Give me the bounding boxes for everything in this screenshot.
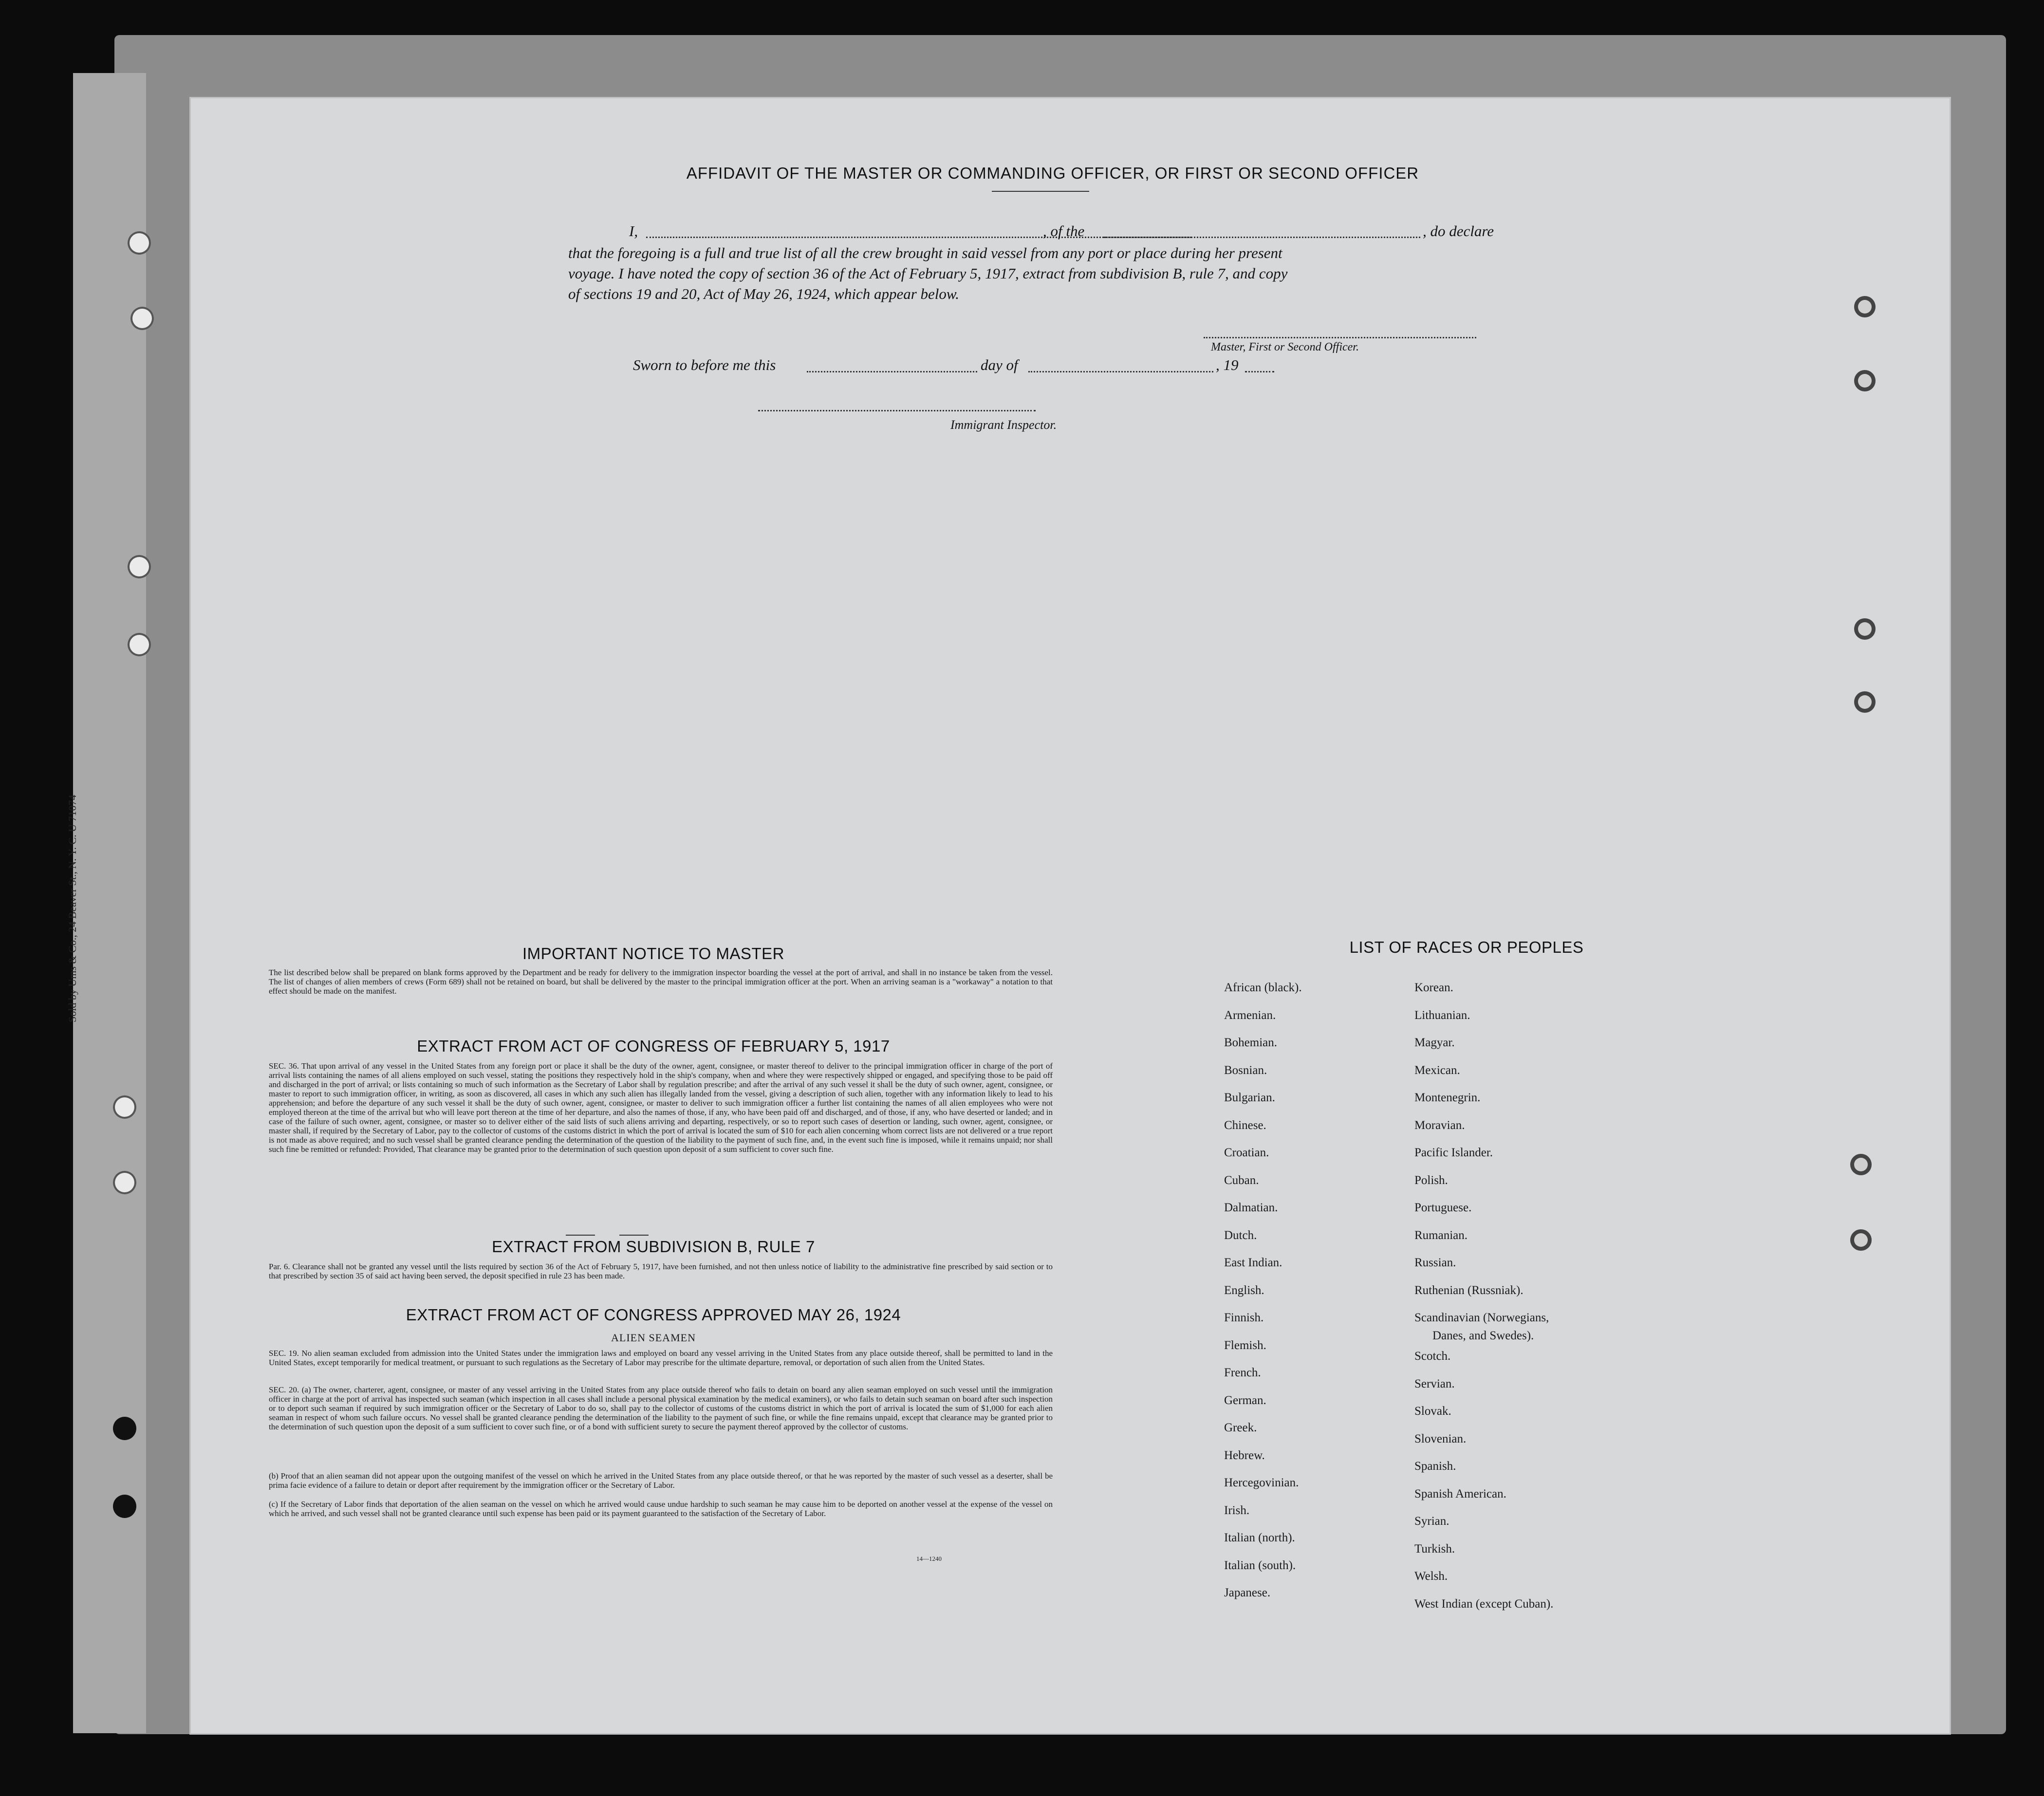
extract-1924-subtitle: ALIEN SEAMEN bbox=[611, 1332, 696, 1344]
extract-1924-sec20a: SEC. 20. (a) The owner, charterer, agent, consignee, or master of any vessel arriving in the United States from any place outside thereof who fails to detain on board any alien seaman employed on such vessel until the immigration officer in charge at the port of arrival has inspected such seaman (which inspection in all cases shall include a personal physical examination by the medical examiners), or who fails to detain such seaman on board after such inspection or to deport such seaman if required by such immigration officer or the Secretary of Labor to do so, shall pay to the collector of customs of the customs district in which the port of arrival is located the sum of $1,000 for each alien seaman in respect of whom such failure occurs. No vessel shall be granted clearance pending the determination of the liability to the payment of such fine, or while the fine remains unpaid, except that clearance may be granted prior to the determination of such question upon the deposit of a sum sufficient to cover such fine, or of a bond with sufficient surety to secure the payment thereof approved by the collector of customs. bbox=[269, 1385, 1053, 1431]
punch-hole bbox=[113, 1417, 136, 1440]
punch-hole bbox=[128, 555, 151, 578]
rule-mark bbox=[619, 1235, 649, 1236]
rule7-title: EXTRACT FROM SUBDIVISION B, RULE 7 bbox=[492, 1238, 815, 1256]
race-item: Cuban. bbox=[1224, 1173, 1259, 1187]
punch-hole bbox=[1850, 1154, 1872, 1175]
punch-hole bbox=[128, 231, 151, 255]
race-item: Mexican. bbox=[1414, 1063, 1460, 1077]
race-item: Dalmatian. bbox=[1224, 1201, 1278, 1214]
sworn-year-blank bbox=[1245, 371, 1274, 372]
race-item: Slovenian. bbox=[1414, 1432, 1467, 1445]
race-item: Irish. bbox=[1224, 1503, 1250, 1517]
race-item: Polish. bbox=[1414, 1173, 1448, 1187]
race-item: Rumanian. bbox=[1414, 1228, 1468, 1242]
extract-1924-sec19: SEC. 19. No alien seaman excluded from admission into the United States under the immigration laws and employed on board any vessel arriving in the United States from any place outside thereof, shall be permitted to land in the United States, except temporarily for medical treatment, or pursuant to such regulations as the Secretary of Labor may prescribe for the ultimate departure, removal, or deportation of such alien from the United States. bbox=[269, 1349, 1053, 1367]
extract-1924-sec20c: (c) If the Secretary of Labor finds that deportation of the alien seaman on the vessel on which he arrived would cause undue hardship to such seaman he may cause him to be deported on another vessel at the expense of the vessel on which he arrived, and such vessel shall not be granted clearance until such expense has been paid or its payment guaranteed to the satisfaction of the Secretary of Labor. bbox=[269, 1500, 1053, 1518]
race-item: Ruthenian (Russniak). bbox=[1414, 1283, 1524, 1297]
sworn-day-of: day of bbox=[981, 356, 1018, 373]
race-item: Lithuanian. bbox=[1414, 1008, 1470, 1022]
race-item: Chinese. bbox=[1224, 1118, 1266, 1132]
race-item-continuation: Danes, and Swedes). bbox=[1432, 1329, 1534, 1342]
affidavit-title: AFFIDAVIT OF THE MASTER OR COMMANDING OFFICER, OR FIRST OR SECOND OFFICER bbox=[686, 164, 1419, 182]
punch-hole bbox=[1854, 691, 1876, 713]
race-item: Armenian. bbox=[1224, 1008, 1276, 1022]
race-item: Korean. bbox=[1414, 981, 1453, 994]
race-item: Turkish. bbox=[1414, 1542, 1455, 1555]
race-item: African (black). bbox=[1224, 981, 1302, 994]
race-item: Italian (north). bbox=[1224, 1531, 1295, 1544]
punch-hole bbox=[113, 1495, 136, 1518]
race-item: Russian. bbox=[1414, 1256, 1456, 1269]
race-item: East Indian. bbox=[1224, 1256, 1282, 1269]
race-item: Magyar. bbox=[1414, 1036, 1455, 1049]
inspector-signature-blank bbox=[758, 410, 1036, 411]
affidavit-do-declare: , do declare bbox=[1423, 222, 1494, 240]
race-item: Scotch. bbox=[1414, 1350, 1451, 1363]
race-item: Greek. bbox=[1224, 1421, 1257, 1434]
form-number: 14—1240 bbox=[916, 1555, 942, 1562]
master-signature-label: Master, First or Second Officer. bbox=[1211, 341, 1359, 353]
vessel-blank bbox=[1104, 237, 1420, 238]
race-item: Croatian. bbox=[1224, 1146, 1269, 1159]
affidavit-of-the: , of the bbox=[1043, 222, 1085, 240]
race-item: West Indian (except Cuban). bbox=[1414, 1597, 1554, 1611]
punch-hole bbox=[113, 1171, 136, 1194]
sworn-month-blank bbox=[1028, 371, 1213, 372]
punch-hole bbox=[1850, 1229, 1872, 1251]
printer-imprint: Sold by Ums & Co., 24 Beaver St., N. Y. C. U 71074 bbox=[66, 795, 78, 1022]
race-item: Dutch. bbox=[1224, 1228, 1257, 1242]
race-item: Welsh. bbox=[1414, 1570, 1448, 1583]
punch-hole bbox=[1854, 370, 1876, 391]
race-item: Bosnian. bbox=[1224, 1063, 1267, 1077]
race-item: Pacific Islander. bbox=[1414, 1146, 1493, 1159]
title-rule bbox=[992, 191, 1089, 192]
form-sheet bbox=[191, 98, 1950, 1733]
rule-mark bbox=[566, 1235, 595, 1236]
race-item: Finnish. bbox=[1224, 1311, 1264, 1324]
race-item: Moravian. bbox=[1414, 1118, 1465, 1132]
punch-hole bbox=[113, 1095, 136, 1119]
race-item: French. bbox=[1224, 1366, 1261, 1379]
race-item: Montenegrin. bbox=[1414, 1091, 1481, 1104]
race-item: Flemish. bbox=[1224, 1338, 1266, 1352]
race-item: Italian (south). bbox=[1224, 1558, 1296, 1572]
race-item: Hercegovinian. bbox=[1224, 1476, 1299, 1489]
race-item: Slovak. bbox=[1414, 1405, 1451, 1418]
sworn-text: Sworn to before me this bbox=[633, 356, 776, 373]
affidavit-line-3: voyage. I have noted the copy of section 36 of the Act of February 5, 1917, extract from subdivision B, rule 7, and copy bbox=[568, 265, 1288, 282]
race-item: Spanish. bbox=[1414, 1460, 1456, 1473]
race-item: Japanese. bbox=[1224, 1586, 1271, 1599]
race-item: Scandinavian (Norwegians, bbox=[1414, 1311, 1549, 1324]
extract-1924-title: EXTRACT FROM ACT OF CONGRESS APPROVED MAY 26, 1924 bbox=[406, 1306, 901, 1324]
sworn-day-blank bbox=[807, 371, 977, 372]
extract-1917-text: SEC. 36. That upon arrival of any vessel in the United States from any foreign port or place it shall be the duty of the owner, agent, consignee, or master thereof to deliver to the principal immigration officer in charge of the port of arrival lists containing the names of all aliens employed on such vessel, stating the positions they respectively hold in the ship's company, when and where they were respectively shipped or engaged, and specifying those to be paid off and discharged in the port of arrival; or lists containing so much of such information as the Secretary of Labor shall by regulation prescribe; and after the arrival of any such vessel it shall be the duty of such owner, agent, consignee, or master to report to such immigration officer, in writing, as soon as discovered, all cases in which any such alien has illegally landed from the vessel, giving a description of such alien, together with any information likely to lead to his apprehension; and before the departure of any such vessel it shall be the duty of such owner, agent, consignee, or master to deliver to such immigration officer a further list containing the names of all alien employees who were not employed thereon at the time of the arrival but who will leave port thereon at the time of her departure, and also the names of those, if any, who have been paid off and discharged, and of those, if any, who have deserted or landed; and in case of the failure of such owner, agent, consignee, or master so to deliver either of the said lists of such aliens arriving and departing, respectively, or so to report such cases of desertion or landing, such owner, agent, consignee, or master shall, if required by the Secretary of Labor, pay to the collector of customs of the customs district in which the port of arrival is located the sum of $10 for each alien concerning whom correct lists are not delivered or a true report is not made as above required; and no such vessel shall be granted clearance pending the determination of the question of the liability to the payment of such fine, and, in the event such fine is imposed, while it remains unpaid; nor shall such fine be remitted or refunded: Provided, That clearance may be granted prior to the determination of such question upon deposit of a sum sufficient to cover such fine. bbox=[269, 1061, 1053, 1154]
race-item: Servian. bbox=[1414, 1377, 1455, 1390]
punch-hole bbox=[1854, 296, 1876, 317]
master-signature-blank bbox=[1204, 337, 1476, 338]
race-item: Hebrew. bbox=[1224, 1448, 1265, 1462]
notice-title: IMPORTANT NOTICE TO MASTER bbox=[522, 944, 784, 963]
race-item: English. bbox=[1224, 1283, 1264, 1297]
race-item: German. bbox=[1224, 1393, 1266, 1407]
rule7-text: Par. 6. Clearance shall not be granted any vessel until the lists required by section 36 of the Act of February 5, 1917, have been furnished, and not then unless notice of liability to the administrative fine prescribed by said section or to that prescribed by section 35 of said act having been served, the deposit specified in rule 23 has been made. bbox=[269, 1262, 1053, 1280]
race-item: Bohemian. bbox=[1224, 1036, 1278, 1049]
punch-hole bbox=[1854, 618, 1876, 640]
affidavit-i: I, bbox=[629, 222, 638, 240]
notice-text: The list described below shall be prepared on blank forms approved by the Department and be ready for delivery to the immigration inspector boarding the vessel at the port of arrival, and shall in no instance be taken from the vessel. The list of changes of alien members of crews (Form 689) shall not be retained on board, but shall be delivered by the master to the principal immigration officer at the port. When an arriving seaman is a "workaway" a notation to that effect should be made on the manifest. bbox=[269, 968, 1053, 996]
inspector-label: Immigrant Inspector. bbox=[950, 418, 1057, 432]
extract-1917-title: EXTRACT FROM ACT OF CONGRESS OF FEBRUARY 5, 1917 bbox=[417, 1037, 890, 1055]
extract-1924-sec20b: (b) Proof that an alien seaman did not appear upon the outgoing manifest of the vessel on which he arrived in the United States from any place outside thereof, or that he was reported by the master of such vessel as a deserter, shall be prima facie evidence of a failure to detain or deport after requirement by the immigration officer or the Secretary of Labor. bbox=[269, 1471, 1053, 1490]
punch-hole bbox=[130, 307, 154, 330]
race-item: Spanish American. bbox=[1414, 1487, 1506, 1500]
race-item: Syrian. bbox=[1414, 1515, 1449, 1528]
affidavit-line-4: of sections 19 and 20, Act of May 26, 1924, which appear below. bbox=[568, 285, 960, 302]
races-title: LIST OF RACES OR PEOPLES bbox=[1349, 938, 1584, 956]
sworn-year: , 19 bbox=[1216, 356, 1239, 373]
race-item: Bulgarian. bbox=[1224, 1091, 1275, 1104]
race-item: Portuguese. bbox=[1414, 1201, 1472, 1214]
punch-hole bbox=[128, 633, 151, 656]
affidavit-line-2: that the foregoing is a full and true list of all the crew brought in said vessel from any port or place during her present bbox=[568, 244, 1282, 261]
